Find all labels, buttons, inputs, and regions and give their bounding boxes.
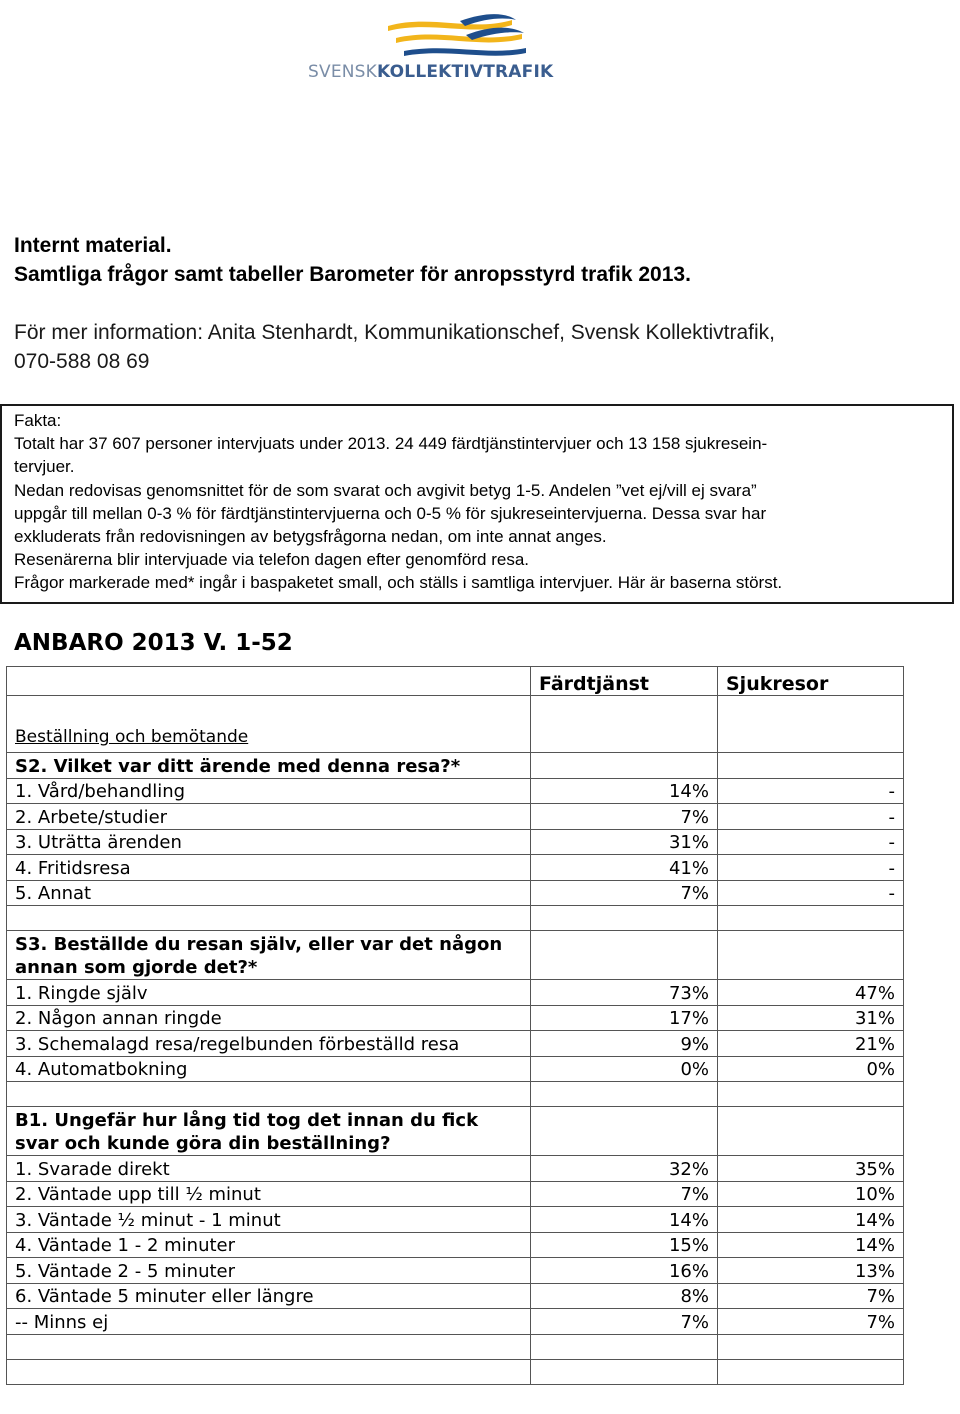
table-row	[7, 1232, 904, 1258]
answer-label: 4. Fritidsresa	[7, 855, 531, 881]
table-row	[7, 880, 904, 906]
empty-cell	[7, 1359, 531, 1384]
results-table	[6, 666, 904, 1385]
logo-wordmark: SVENSKKOLLEKTIVTRAFIK	[308, 62, 554, 82]
value-fardtjanst: 14%	[531, 1207, 718, 1233]
table-row	[7, 1207, 904, 1233]
value-sjukresor: -	[718, 855, 904, 881]
value-fardtjanst: 9%	[531, 1031, 718, 1057]
facts-box	[0, 404, 954, 604]
facts-line: Resenärerna blir intervjuade via telefon dagen efter genomförd resa.	[14, 550, 530, 570]
table-row	[7, 1258, 904, 1284]
header-blank-cell	[7, 667, 531, 696]
empty-cell	[718, 1082, 904, 1107]
table-row	[7, 778, 904, 804]
value-fardtjanst: 7%	[531, 880, 718, 906]
table-row	[7, 855, 904, 881]
facts-line: exkluderats från redovisningen av betygsfrågorna nedan, om inte annat anges.	[14, 527, 607, 547]
empty-cell	[7, 1334, 531, 1359]
value-fardtjanst: 8%	[531, 1283, 718, 1309]
value-fardtjanst: 0%	[531, 1056, 718, 1082]
answer-label: 3. Schemalagd resa/regelbunden förbeställd resa	[7, 1031, 531, 1057]
answer-label: 3. Väntade ½ minut - 1 minut	[7, 1207, 531, 1233]
question-row	[7, 931, 904, 980]
results-table-body	[7, 667, 904, 1385]
answer-label: 5. Väntade 2 - 5 minuter	[7, 1258, 531, 1284]
empty-cell	[718, 696, 904, 753]
value-sjukresor: 47%	[718, 980, 904, 1006]
spacer-row	[7, 1359, 904, 1384]
value-fardtjanst: 31%	[531, 829, 718, 855]
table-row	[7, 1005, 904, 1031]
value-sjukresor: 0%	[718, 1056, 904, 1082]
column-header-fardtjanst: Färdtjänst	[531, 667, 718, 696]
value-sjukresor: 14%	[718, 1207, 904, 1233]
value-fardtjanst: 73%	[531, 980, 718, 1006]
intro-header	[14, 231, 691, 289]
empty-cell	[531, 1082, 718, 1107]
facts-line: uppgår till mellan 0-3 % för färdtjänstintervjuerna och 0-5 % för sjukreseintervjuerna. Dessa svar har	[14, 503, 767, 523]
answer-label: -- Minns ej	[7, 1309, 531, 1335]
question-text: S2. Vilket var ditt ärende med denna resa?*	[7, 753, 531, 779]
empty-cell	[531, 696, 718, 753]
facts-line: tervjuer.	[14, 457, 75, 477]
question-row	[7, 1107, 904, 1156]
empty-cell	[531, 1359, 718, 1384]
value-fardtjanst: 15%	[531, 1232, 718, 1258]
table-row	[7, 804, 904, 830]
value-sjukresor: 14%	[718, 1232, 904, 1258]
answer-label: 4. Automatbokning	[7, 1056, 531, 1082]
empty-cell	[531, 906, 718, 931]
answer-label: 1. Svarade direkt	[7, 1156, 531, 1182]
facts-line: Totalt har 37 607 personer intervjuats under 2013. 24 449 färdtjänstintervjuer och 13 158 sjukresein-	[14, 434, 768, 454]
intro-line-2: Samtliga frågor samt tabeller Barometer för anropsstyrd trafik 2013.	[14, 263, 691, 286]
value-fardtjanst: 41%	[531, 855, 718, 881]
spacer-row	[7, 1334, 904, 1359]
value-fardtjanst: 7%	[531, 804, 718, 830]
table-row	[7, 1283, 904, 1309]
value-fardtjanst: 7%	[531, 1309, 718, 1335]
value-fardtjanst: 16%	[531, 1258, 718, 1284]
value-sjukresor: 31%	[718, 1005, 904, 1031]
empty-cell	[718, 906, 904, 931]
value-sjukresor: 7%	[718, 1309, 904, 1335]
intro-line-1: Internt material.	[14, 234, 172, 257]
value-fardtjanst: 14%	[531, 778, 718, 804]
contact-info	[14, 318, 775, 376]
answer-label: 4. Väntade 1 - 2 minuter	[7, 1232, 531, 1258]
facts-line: Frågor markerade med* ingår i baspaketet small, och ställs i samtliga intervjuer. Här är baserna störst.	[14, 573, 783, 593]
question-text: S3. Beställde du resan själv, eller var det någon annan som gjorde det?*	[7, 931, 531, 980]
question-text: B1. Ungefär hur lång tid tog det innan du fick svar och kunde göra din beställning?	[7, 1107, 531, 1156]
value-sjukresor: 7%	[718, 1283, 904, 1309]
answer-label: 2. Arbete/studier	[7, 804, 531, 830]
table-title: ANBARO 2013 V. 1-52	[14, 630, 293, 656]
table-row	[7, 1056, 904, 1082]
column-header-row	[7, 667, 904, 696]
empty-cell	[718, 1334, 904, 1359]
value-sjukresor: 21%	[718, 1031, 904, 1057]
table-row	[7, 1309, 904, 1335]
value-sjukresor: -	[718, 778, 904, 804]
empty-cell	[7, 1082, 531, 1107]
table-row	[7, 829, 904, 855]
section-title: Beställning och bemötande	[7, 696, 531, 753]
table-row	[7, 1156, 904, 1182]
empty-cell	[718, 1359, 904, 1384]
empty-cell	[7, 906, 531, 931]
answer-label: 1. Vård/behandling	[7, 778, 531, 804]
answer-label: 5. Annat	[7, 880, 531, 906]
value-sjukresor: 35%	[718, 1156, 904, 1182]
empty-cell	[531, 1107, 718, 1156]
facts-line: Nedan redovisas genomsnittet för de som svarat och avgivit betyg 1-5. Andelen ”vet ej/vill ej svara”	[14, 480, 757, 500]
empty-cell	[531, 931, 718, 980]
contact-line-1: För mer information: Anita Stenhardt, Kommunikationschef, Svensk Kollektivtrafik,	[14, 321, 775, 344]
facts-line: Fakta:	[14, 411, 62, 430]
contact-line-2: 070-588 08 69	[14, 350, 150, 373]
empty-cell	[718, 753, 904, 779]
empty-cell	[531, 753, 718, 779]
spacer-row	[7, 906, 904, 931]
answer-label: 2. Någon annan ringde	[7, 1005, 531, 1031]
value-sjukresor: 10%	[718, 1181, 904, 1207]
answer-label: 1. Ringde själv	[7, 980, 531, 1006]
column-header-sjukresor: Sjukresor	[718, 667, 904, 696]
question-row	[7, 753, 904, 779]
value-sjukresor: -	[718, 829, 904, 855]
empty-cell	[531, 1334, 718, 1359]
answer-label: 3. Uträtta ärenden	[7, 829, 531, 855]
value-sjukresor: -	[718, 804, 904, 830]
value-fardtjanst: 17%	[531, 1005, 718, 1031]
answer-label: 2. Väntade upp till ½ minut	[7, 1181, 531, 1207]
answer-label: 6. Väntade 5 minuter eller längre	[7, 1283, 531, 1309]
section-row	[7, 696, 904, 753]
spacer-row	[7, 1082, 904, 1107]
table-row	[7, 1031, 904, 1057]
value-sjukresor: -	[718, 880, 904, 906]
value-fardtjanst: 7%	[531, 1181, 718, 1207]
table-row	[7, 1181, 904, 1207]
empty-cell	[718, 1107, 904, 1156]
table-row	[7, 980, 904, 1006]
empty-cell	[718, 931, 904, 980]
value-fardtjanst: 32%	[531, 1156, 718, 1182]
value-sjukresor: 13%	[718, 1258, 904, 1284]
